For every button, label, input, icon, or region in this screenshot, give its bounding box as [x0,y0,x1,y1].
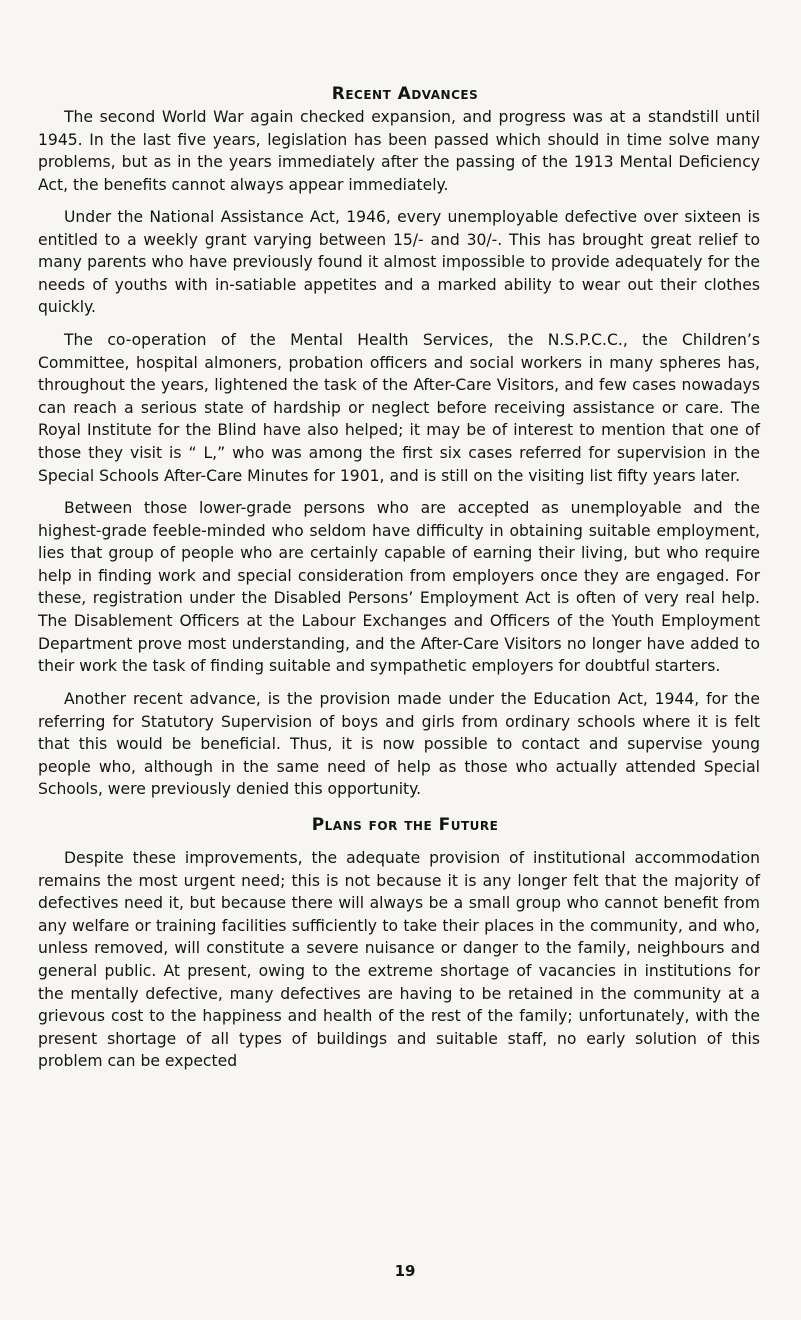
page-number: 19 [394,1262,416,1280]
paragraph-education-act: Another recent advance, is the provision made under the Education Act, 1944, for the referring for Statutory Supervision of boys and girls from ordinary schools where it is felt that this would be beneficial. Thus, it is now possible to contact and supervise young people who, although in the same need of help as those who actually attended Special Schools, were previously denied this opportunity. [38,690,760,799]
document-page [28,0,782,1320]
paragraph-co-operation: The co-operation of the Mental Health Services, the N.S.P.C.C., the Children’s Committee, hospital almoners, probation officers and social workers in many spheres has, throughout the years, lightened the task of the After-Care Visitors, and few cases nowadays can reach a serious state of hardship or neglect before receiving assistance or care. The Royal Institute for the Blind have also helped; it may be of interest to mention that one of those they visit is “ L,” who was among the first six cases referred for supervision in the Special Schools After-Care Minutes for 1901, and is still on the visiting list fifty years later. [38,331,760,485]
section-heading-plans-future: Plans for the Future [311,815,499,835]
paragraph-national-assistance: Under the National Assistance Act, 1946, every unemployable defective over sixteen is entitled to a weekly grant varying between 15/- and 30/-. This has brought great relief to many parents who have previously found it almost impossible to provide adequately for the needs of youths with in-satiable appetites and a marked ability to wear out their clothes quickly. [38,208,760,317]
section-heading-recent-advances: Recent Advances [331,84,479,104]
paragraph-institutional-accommodation: Despite these improvements, the adequate provision of institutional accommodation remains the most urgent need; this is not because it is any longer felt that the majority of defectives need it, but because there will always be a small group who cannot benefit from any welfare or training facilities sufficiently to take their places in the community, and who, unless removed, will constitute a severe nuisance or danger to the family, neighbours and general public. At present, owing to the extreme shortage of vacancies in institutions for the mentally defective, many defectives are having to be retained in the community at a grievous cost to the happiness and health of the rest of the family; unfortunately, with the present shortage of all types of buildings and suitable staff, no early solution of this problem can be expected [38,849,760,1071]
paragraph-war-legislation: The second World War again checked expansion, and progress was at a standstill until 1945. In the last five years, legislation has been passed which should in time solve many problems, but as in the years immediately after the passing of the 1913 Mental Deficiency Act, the benefits cannot always appear immediately. [38,108,760,194]
paragraph-employment: Between those lower-grade persons who are accepted as unemployable and the highest-grade feeble-minded who seldom have difficulty in obtaining suitable employment, lies that group of people who are certainly capable of earning their living, but who require help in finding work and special consideration from employers once they are engaged. For these, registration under the Disabled Persons’ Employment Act is often of very real help. The Disablement Officers at the Labour Exchanges and Officers of the Youth Employment Department prove most understanding, and the After-Care Visitors no longer have added to their work the task of finding suitable and sympathetic employers for doubtful starters. [38,499,760,676]
